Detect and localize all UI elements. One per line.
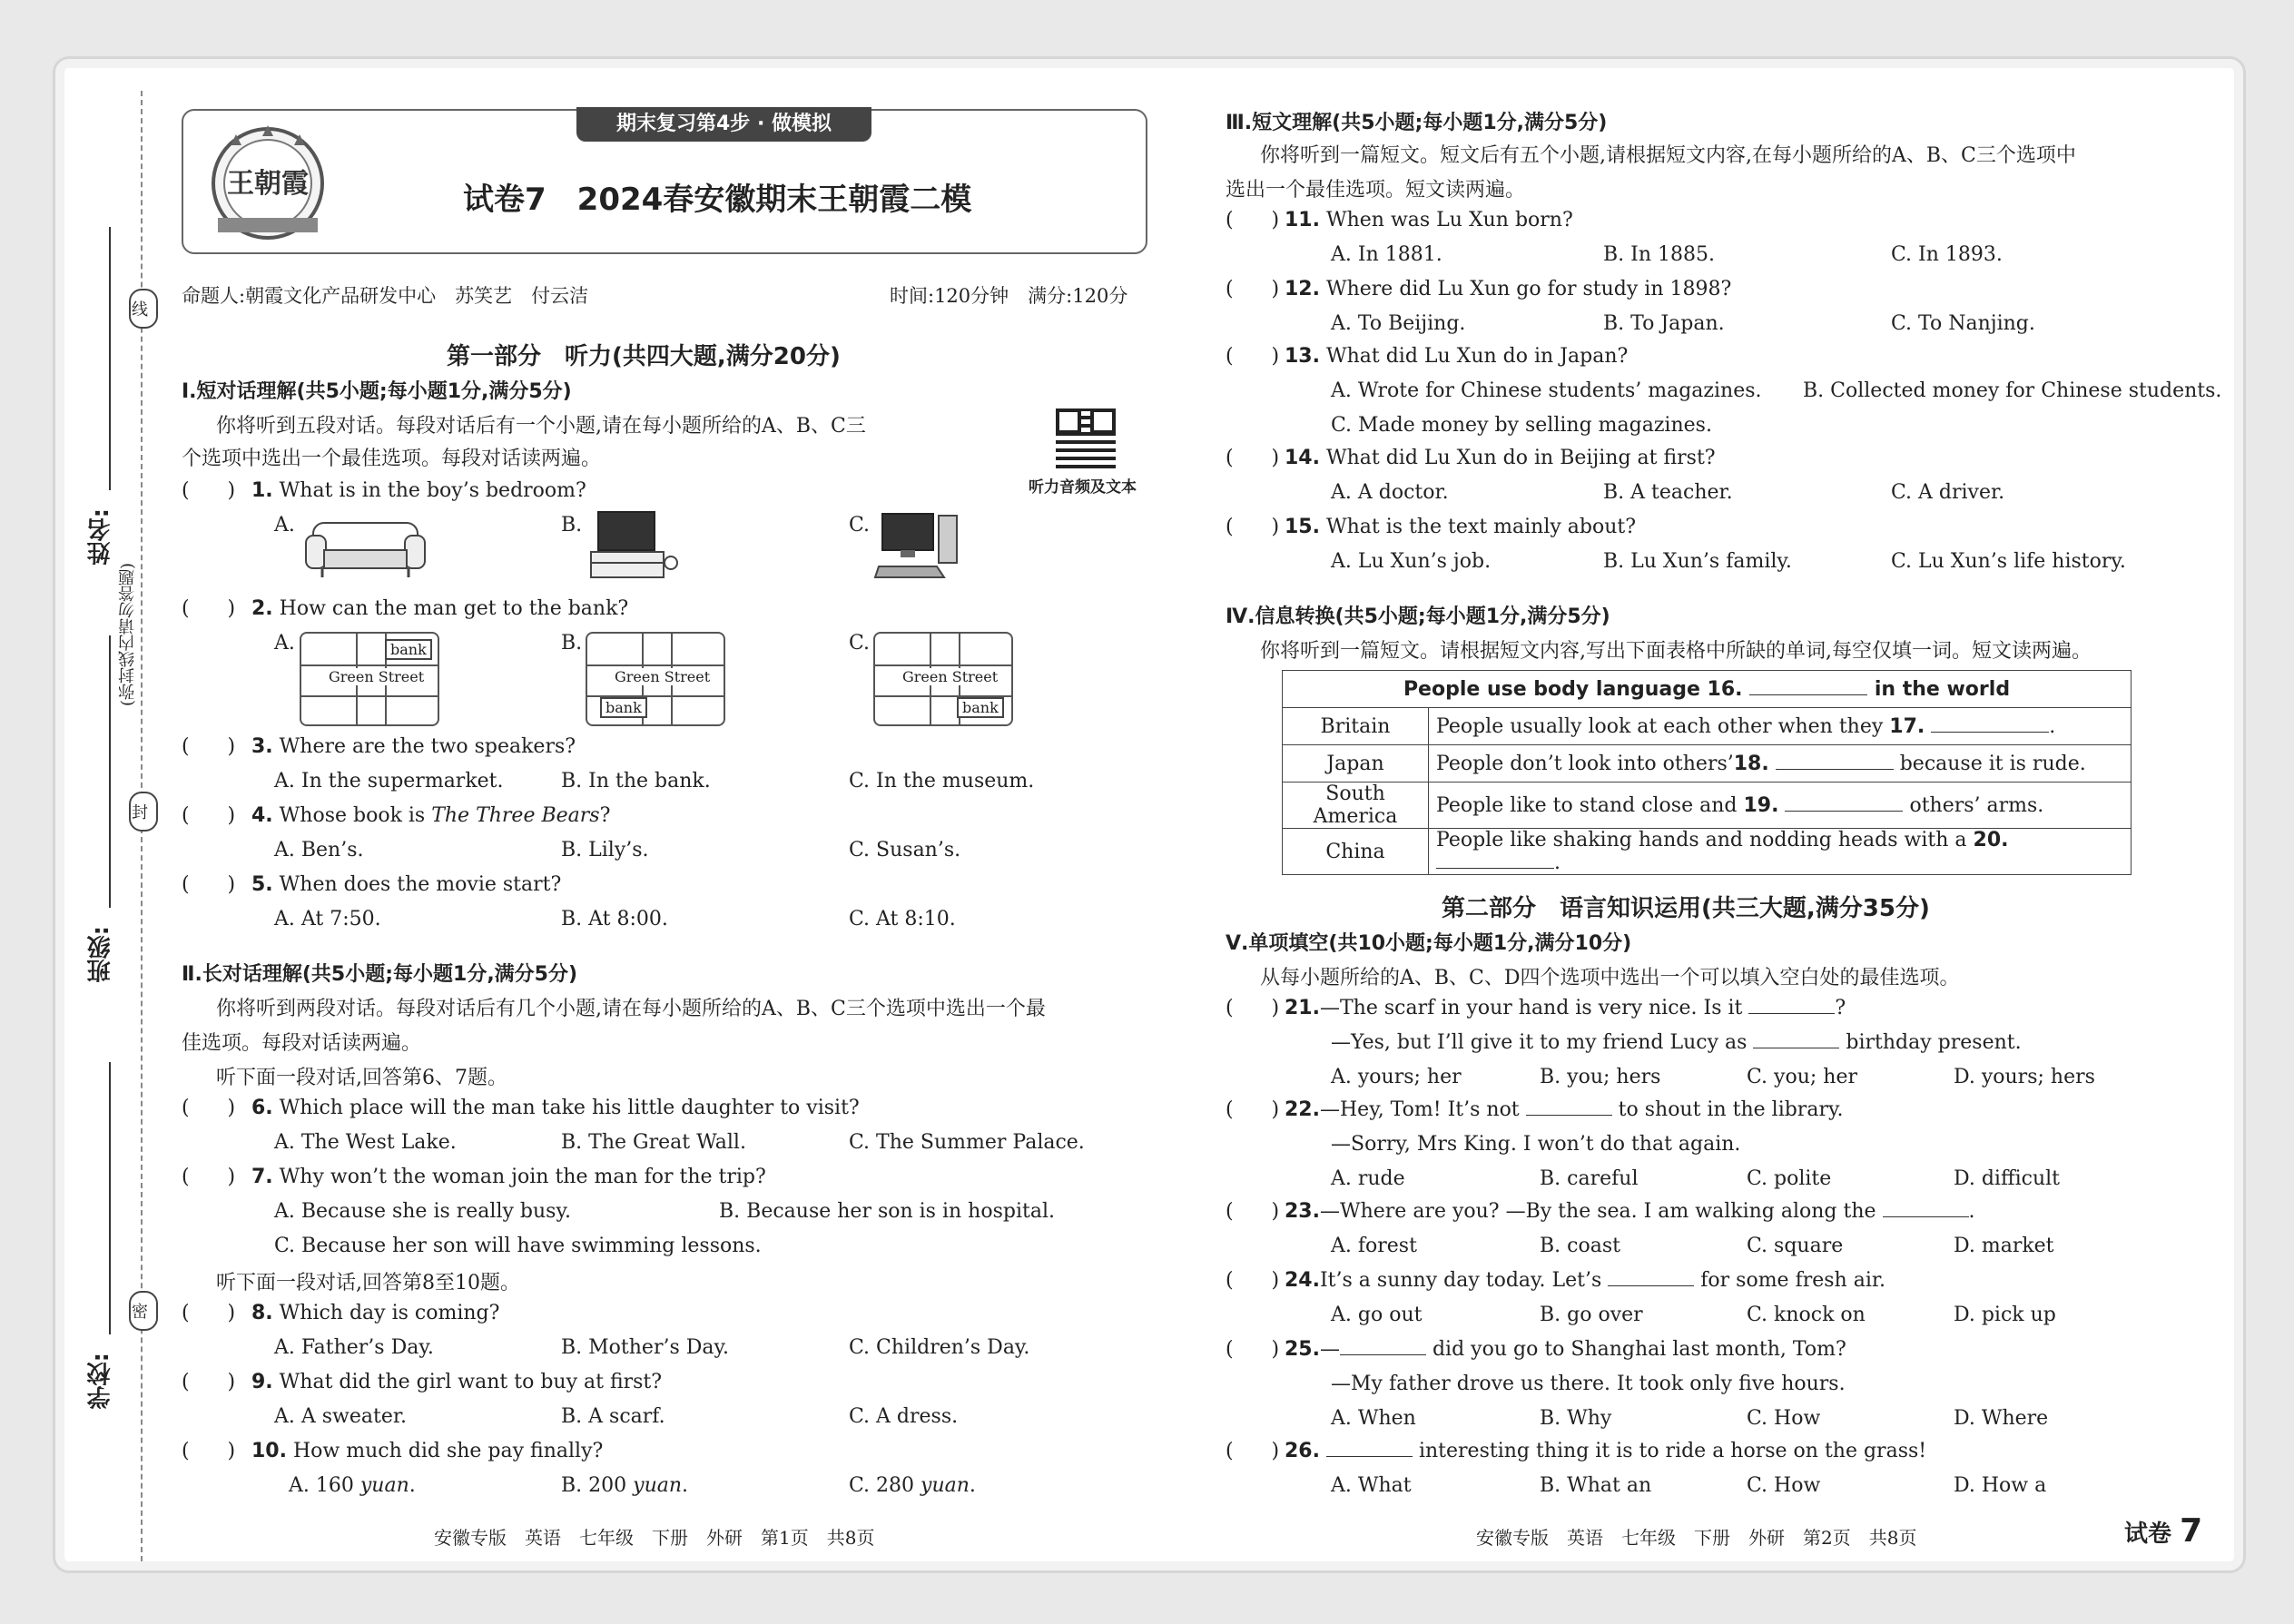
time-score: 时间:120分钟 满分:120分 [890,285,1128,307]
q4-end: ? [599,804,611,827]
q7-option-b[interactable]: B. Because her son is in hospital. [719,1200,1055,1223]
q21-num: 21. [1285,997,1320,1019]
part1-title: 第一部分 听力(共四大题,满分20分) [447,343,841,370]
blank-21a[interactable] [1748,997,1835,1014]
q26-option-b[interactable]: B. What an [1540,1474,1652,1497]
q1-num: 1. [251,479,273,502]
q15-option-c[interactable]: C. Lu Xun’s life history. [1891,550,2126,573]
answer-bracket[interactable]: ( ) [1226,345,1280,368]
q22-line2: —Sorry, Mrs King. I won’t do that again. [1331,1133,1741,1156]
q12-option-b[interactable]: B. To Japan. [1603,312,1725,335]
q5-num: 5. [251,873,273,896]
blank-26[interactable] [1326,1440,1413,1457]
bank-label: bank [600,697,647,718]
sec1-intro-2: 个选项中选出一个最佳选项。每段对话读两遍。 [182,448,602,470]
q3-option-b[interactable]: B. In the bank. [561,770,711,792]
q25-option-c[interactable]: C. How [1747,1407,1821,1430]
q4-option-a[interactable]: A. Ben’s. [274,839,364,861]
q12-option-c[interactable]: C. To Nanjing. [1891,312,2035,335]
q13-option-c[interactable]: C. Made money by selling magazines. [1331,414,1712,437]
blank-24[interactable] [1608,1269,1694,1286]
school-label: 学校: [87,1353,114,1410]
footer-left: 安徽专版 英语 七年级 下册 外研 第1页 共8页 [434,1527,875,1549]
answer-bracket[interactable]: ( ) [1226,997,1280,1019]
q9-option-c[interactable]: C. A dress. [849,1405,959,1428]
q14-option-c[interactable]: C. A driver. [1891,481,2005,504]
q14-option-b[interactable]: B. A teacher. [1603,481,1733,504]
q24-option-b[interactable]: B. go over [1540,1304,1643,1326]
bank-label: bank [385,639,432,660]
map-c [873,632,1013,726]
street-label: Green Street [329,668,425,685]
blank-17[interactable] [1931,715,2049,733]
answer-bracket[interactable]: ( ) [182,1440,236,1462]
q5-text: When does the movie start? [279,873,562,896]
q22-option-c[interactable]: C. polite [1747,1167,1832,1190]
q11-option-c[interactable]: C. In 1893. [1891,243,2003,266]
q10-option-b[interactable]: B. 200 yuan. [561,1474,689,1497]
q21-option-d[interactable]: D. yours; hers [1954,1066,2095,1088]
exam-title: 试卷7 2024春安徽期末王朝霞二模 [463,182,972,218]
q1-option-b[interactable]: B. [561,514,583,536]
map-a [300,632,439,726]
blank-23[interactable] [1883,1200,1969,1217]
q25-option-d[interactable]: D. Where [1954,1407,2049,1430]
q11-num: 11. [1285,209,1320,231]
blank-21b[interactable] [1753,1031,1839,1048]
authors: 命题人:朝霞文化产品研发中心 苏笑艺 付云洁 [182,285,589,307]
row-text: People like shaking hands and nodding heads with a 20. . [1429,829,2132,875]
school-field[interactable] [109,1062,111,1334]
sec4-title: Ⅳ.信息转换(共5小题;每小题1分,满分5分) [1226,605,1610,628]
answer-bracket[interactable]: ( ) [1226,1200,1280,1223]
answer-bracket[interactable]: ( ) [1226,1440,1280,1462]
q4-option-c[interactable]: C. Susan’s. [849,839,961,861]
country-cell: Britain [1283,708,1429,745]
q15-option-b[interactable]: B. Lu Xun’s family. [1603,550,1792,573]
part2-title: 第二部分 语言知识运用(共三大题,满分35分) [1442,895,1930,922]
q15-num: 15. [1285,516,1320,538]
blank-18[interactable] [1776,753,1894,770]
q3-option-c[interactable]: C. In the museum. [849,770,1035,792]
sofa-icon [304,510,427,583]
sec2-intro-2: 佳选项。每段对话读两遍。 [182,1032,422,1055]
blank-25[interactable] [1340,1338,1426,1355]
country-cell: Japan [1283,745,1429,782]
q25-num: 25. [1285,1338,1320,1361]
q22-option-d[interactable]: D. difficult [1954,1167,2060,1190]
q5-option-a[interactable]: A. At 7:50. [274,908,381,930]
footer-right: 安徽专版 英语 七年级 下册 外研 第2页 共8页 [1476,1527,1917,1549]
q1-option-c[interactable]: C. [849,514,871,536]
row-text: People like to stand close and 19. others’ arms. [1429,782,2132,829]
q22-option-a[interactable]: A. rude [1331,1167,1405,1190]
q9-num: 9. [251,1371,273,1393]
q8-num: 8. [251,1302,273,1324]
q15-option-a[interactable]: A. Lu Xun’s job. [1331,550,1492,573]
q12-text: Where did Lu Xun go for study in 1898? [1325,278,1732,300]
q7-num: 7. [251,1166,273,1188]
sec4-intro: 你将听到一篇短文。请根据短文内容,写出下面表格中所缺的单词,每空仅填一词。短文读两遍。 [1260,640,2092,663]
answer-bracket[interactable]: ( ) [182,873,236,896]
q21-option-a[interactable]: A. yours; her [1331,1066,1462,1088]
answer-bracket[interactable]: ( ) [182,479,236,502]
q23-option-a[interactable]: A. forest [1331,1235,1417,1257]
row-text: People don’t look into others’18. because it is rude. [1429,745,2132,782]
answer-bracket[interactable]: ( ) [1226,516,1280,538]
q12-num: 12. [1285,278,1320,300]
q5-option-c[interactable]: C. At 8:10. [849,908,956,930]
blank-22[interactable] [1526,1098,1612,1116]
q2-option-c[interactable]: C. [849,632,871,655]
footer-tag: 试卷 7 [2124,1512,2203,1550]
sec1-title: Ⅰ.短对话理解(共5小题;每小题1分,满分5分) [182,380,572,403]
table-row [1283,829,2132,875]
name-field[interactable] [109,227,111,490]
q7-option-a[interactable]: A. Because she is really busy. [274,1200,571,1223]
q8-text: Which day is coming? [279,1302,500,1324]
tv-icon [586,508,681,583]
answer-bracket[interactable]: ( ) [1226,447,1280,469]
q9-option-a[interactable]: A. A sweater. [274,1405,407,1428]
q26-option-d[interactable]: D. How a [1954,1474,2047,1497]
q26-option-c[interactable]: C. How [1747,1474,1821,1497]
q14-num: 14. [1285,447,1320,469]
q6-text: Which place will the man take his little daughter to visit? [279,1097,860,1119]
answer-bracket[interactable]: ( ) [182,735,236,758]
q7-text: Why won’t the woman join the man for the trip? [279,1166,766,1188]
computer-icon [873,510,964,583]
q14-text: What did Lu Xun do in Beijing at first? [1325,447,1716,469]
table-row [1283,782,2132,829]
sec2-sub-1: 听下面一段对话,回答第6、7题。 [216,1067,507,1089]
q2-num: 2. [251,597,273,620]
q13-option-a[interactable]: A. Wrote for Chinese students’ magazines. [1331,379,1762,402]
q3-text: Where are the two speakers? [279,735,576,758]
sec2-intro-1: 你将听到两段对话。每段对话后有几个小题,请在每小题所给的A、B、C三个选项中选出一个最 [216,998,1046,1020]
q2-option-b[interactable]: B. [561,632,583,655]
q4-num: 4. [251,804,273,827]
q6-num: 6. [251,1097,273,1119]
q25-option-b[interactable]: B. Why [1540,1407,1612,1430]
q6-option-b[interactable]: B. The Great Wall. [561,1131,746,1154]
answer-bracket[interactable]: ( ) [182,1166,236,1188]
answer-bracket[interactable]: ( ) [182,1302,236,1324]
q11-option-a[interactable]: A. In 1881. [1331,243,1442,266]
sec5-title: Ⅴ.单项填空(共10小题;每小题1分,满分10分) [1226,932,1632,955]
q24-option-c[interactable]: C. knock on [1747,1304,1866,1326]
q1-option-a[interactable]: A. [274,514,295,536]
class-field[interactable] [109,635,111,908]
street-label: Green Street [902,668,999,685]
table-row [1283,745,2132,782]
info-table [1282,670,2132,875]
q23-option-c[interactable]: C. square [1747,1235,1844,1257]
q7-option-c[interactable]: C. Because her son will have swimming lessons. [274,1235,762,1257]
q4-option-b[interactable]: B. Lily’s. [561,839,649,861]
blank-16[interactable] [1749,678,1867,695]
q23-option-b[interactable]: B. coast [1540,1235,1620,1257]
q13-text: What did Lu Xun do in Japan? [1325,345,1629,368]
answer-bracket[interactable]: ( ) [1226,1338,1280,1361]
row-text: People usually look at each other when they 17. . [1429,708,2132,745]
q10-option-a[interactable]: A. 160 yuan. [289,1474,416,1497]
q21-option-c[interactable]: C. you; her [1747,1066,1857,1088]
q23-option-d[interactable]: D. market [1954,1235,2054,1257]
q26-num: 26. [1285,1440,1320,1462]
street-label: Green Street [615,668,711,685]
table-row [1283,708,2132,745]
logo-text: 王朝霞 [227,168,309,200]
q1-text: What is in the boy’s bedroom? [279,479,586,502]
q22-option-b[interactable]: B. careful [1540,1167,1639,1190]
class-label: 班级: [87,926,114,983]
q3-num: 3. [251,735,273,758]
country-cell: China [1283,829,1429,875]
answer-bracket[interactable]: ( ) [182,1097,236,1119]
q13-option-b[interactable]: B. Collected money for Chinese students. [1803,379,2222,402]
q9-option-b[interactable]: B. A scarf. [561,1405,665,1428]
answer-bracket[interactable]: ( ) [1226,278,1280,300]
q25-line2: —My father drove us there. It took only five hours. [1331,1373,1846,1395]
q6-option-a[interactable]: A. The West Lake. [274,1131,457,1154]
q14-option-a[interactable]: A. A doctor. [1331,481,1449,504]
q11-option-b[interactable]: B. In 1885. [1603,243,1715,266]
q5-option-b[interactable]: B. At 8:00. [561,908,668,930]
seal-note: (弥封线内请勿答题) [118,563,137,707]
q24-option-a[interactable]: A. go out [1331,1304,1423,1326]
q8-option-b[interactable]: B. Mother’s Day. [561,1336,730,1359]
sec5-intro: 从每小题所给的A、B、C、D四个选项中选出一个可以填入空白处的最佳选项。 [1260,967,1960,989]
q11-text: When was Lu Xun born? [1325,209,1573,231]
step-tab: 期末复习第4步 · 做模拟 [576,107,871,142]
answer-bracket[interactable]: ( ) [182,1371,236,1393]
q12-option-a[interactable]: A. To Beijing. [1331,312,1466,335]
seal-line-char: 线 [129,289,158,329]
sec2-sub-2: 听下面一段对话,回答第8至10题。 [216,1272,520,1294]
name-label: 姓名: [87,508,114,566]
q13-num: 13. [1285,345,1320,368]
q3-option-a[interactable]: A. In the supermarket. [274,770,504,792]
sec3-intro-2: 选出一个最佳选项。短文读两遍。 [1226,179,1526,202]
q10-num: 10. [251,1440,287,1462]
q8-option-c[interactable]: C. Children’s Day. [849,1336,1030,1359]
q8-option-a[interactable]: A. Father’s Day. [274,1336,434,1359]
q15-text: What is the text mainly about? [1325,516,1637,538]
seal-seal-char: 封 [129,792,158,832]
sec2-title: Ⅱ.长对话理解(共5小题;每小题1分,满分5分) [182,963,578,986]
q25-option-a[interactable]: A. When [1331,1407,1416,1430]
q23-num: 23. [1285,1200,1320,1223]
answer-bracket[interactable]: ( ) [1226,1098,1280,1121]
q10-text: How much did she pay finally? [292,1440,604,1462]
q22-num: 22. [1285,1098,1320,1121]
answer-bracket[interactable]: ( ) [1226,1269,1280,1292]
q10-option-c[interactable]: C. 280 yuan. [849,1474,976,1497]
q26-option-a[interactable]: A. What [1331,1474,1412,1497]
qr-code-icon[interactable] [1056,408,1116,468]
q2-text: How can the man get to the bank? [279,597,629,620]
blank-19[interactable] [1785,794,1903,812]
bank-label: bank [957,697,1004,718]
q4-book-title: The Three Bears [431,804,600,827]
answer-bracket[interactable]: ( ) [1226,209,1280,231]
table-header: People use body language 16. in the world [1283,671,2132,708]
q24-option-d[interactable]: D. pick up [1954,1304,2056,1326]
sec1-intro-1: 你将听到五段对话。每段对话后有一个小题,请在每小题所给的A、B、C三 [216,415,866,438]
q4-text: Whose book is [279,804,432,827]
q24-num: 24. [1285,1269,1320,1292]
q21-option-b[interactable]: B. you; hers [1540,1066,1661,1088]
answer-bracket[interactable]: ( ) [182,804,236,827]
q9-text: What did the girl want to buy at first? [279,1371,663,1393]
sec3-title: Ⅲ.短文理解(共5小题;每小题1分,满分5分) [1226,112,1608,134]
qr-label: 听力音频及文本 [1029,478,1137,497]
seal-secret-char: 密 [129,1291,158,1331]
answer-bracket[interactable]: ( ) [182,597,236,620]
q6-option-c[interactable]: C. The Summer Palace. [849,1131,1085,1154]
q2-option-a[interactable]: A. [274,632,295,655]
blank-20[interactable] [1436,851,1554,869]
country-cell: South America [1283,782,1429,829]
brand-logo-icon [200,118,336,245]
sec3-intro-1: 你将听到一篇短文。短文后有五个小题,请根据短文内容,在每小题所给的A、B、C三个选项中 [1260,144,2076,167]
map-b [586,632,725,726]
